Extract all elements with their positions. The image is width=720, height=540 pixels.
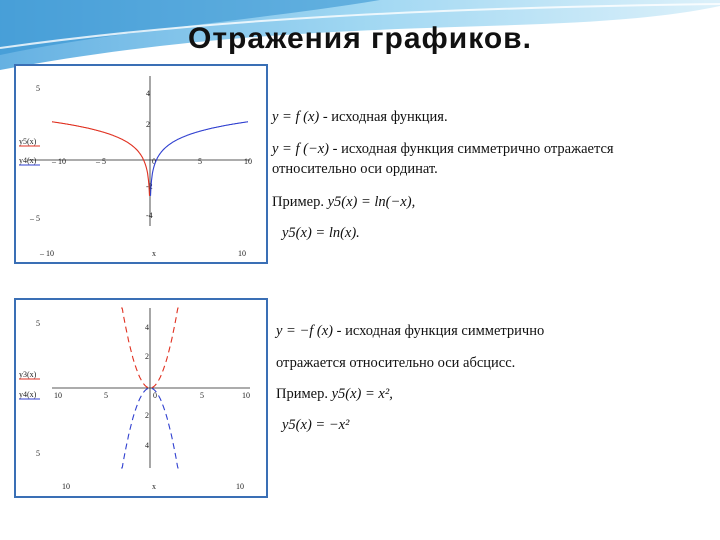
- y-tick-label: 4: [146, 89, 150, 98]
- x-tick-label: 0: [152, 157, 156, 166]
- formula-y-eq-minus-fx: y = −f (x): [276, 323, 334, 339]
- example-label: Пример.: [276, 386, 332, 402]
- y-tick-label: 4: [145, 441, 149, 450]
- formula-y-eq-fx: y = f (x): [272, 109, 320, 125]
- legend-label-2: y4(x): [19, 156, 37, 165]
- y-tick-label: -4: [146, 211, 153, 220]
- y-max-label: 5: [36, 84, 40, 93]
- y-tick-label: 2: [146, 120, 150, 129]
- x-var-label: x: [152, 482, 156, 491]
- x-var-label: x: [152, 249, 156, 258]
- x-tick-label: 5: [104, 391, 108, 400]
- slide-title: Отражения графиков.: [188, 22, 532, 55]
- x-tick-label: 10: [244, 157, 252, 166]
- x-tick-label: 5: [200, 391, 204, 400]
- x-tick-label: 0: [153, 391, 157, 400]
- x-range-right: 10: [236, 482, 244, 491]
- formula-y-eq-f-minus-x: y = f (−x): [272, 141, 330, 157]
- text-axis-abscissa: отражается относительно оси абсцисс.: [276, 355, 516, 371]
- formula-x-squared: y5(x) = x²,: [331, 386, 393, 402]
- text-example-2: [276, 385, 393, 403]
- legend-label-1: y3(x): [19, 370, 37, 379]
- legend-label-2: y4(x): [19, 390, 37, 399]
- x-tick-label: – 10: [52, 157, 66, 166]
- y-tick-label: -2: [146, 182, 153, 191]
- text-original-function: - исходная функция.: [319, 109, 448, 125]
- legend-label-1: y5(x): [19, 137, 37, 146]
- text-axis-ordinate: относительно оси ординат.: [272, 161, 438, 177]
- formula-ln-x-text: y5(x) = ln(x).: [282, 225, 360, 241]
- text-line-reflect-abscissa: [276, 322, 544, 340]
- y-tick-label: 2: [145, 352, 149, 361]
- formula-minus-x-squared-text: y5(x) = −x²: [282, 417, 350, 433]
- log-graph: [16, 66, 266, 262]
- parabola-graph: [16, 300, 266, 496]
- graph-panel-parabola-reflection: [14, 298, 268, 498]
- formula-minus-x-squared: [282, 416, 349, 434]
- y-max-label: 5: [36, 319, 40, 328]
- y-tick-label: 2: [145, 411, 149, 420]
- y-min-label: – 5: [30, 214, 40, 223]
- text-reflect-symmetric: - исходная функция симметрично: [333, 323, 545, 339]
- x-range-right: 10: [238, 249, 246, 258]
- graph-panel-log-reflection: [14, 64, 268, 264]
- formula-ln-minus-x: y5(x) = ln(−x),: [327, 194, 416, 210]
- text-line-reflect-ordinate: [272, 140, 614, 158]
- example-label: Пример.: [272, 194, 328, 210]
- x-range-left: – 10: [40, 249, 54, 258]
- y-tick-label: 4: [145, 323, 149, 332]
- x-tick-label: 10: [242, 391, 250, 400]
- x-tick-label: 5: [198, 157, 202, 166]
- y-min-label: 5: [36, 449, 40, 458]
- x-tick-label: 10: [54, 391, 62, 400]
- text-example-1: [272, 193, 415, 211]
- x-range-left: 10: [62, 482, 70, 491]
- text-reflect-symmetric: - исходная функция симметрично отражается: [329, 141, 614, 157]
- x-tick-label: – 5: [96, 157, 106, 166]
- formula-ln-x: [282, 224, 360, 242]
- text-line-original-function: [272, 108, 448, 126]
